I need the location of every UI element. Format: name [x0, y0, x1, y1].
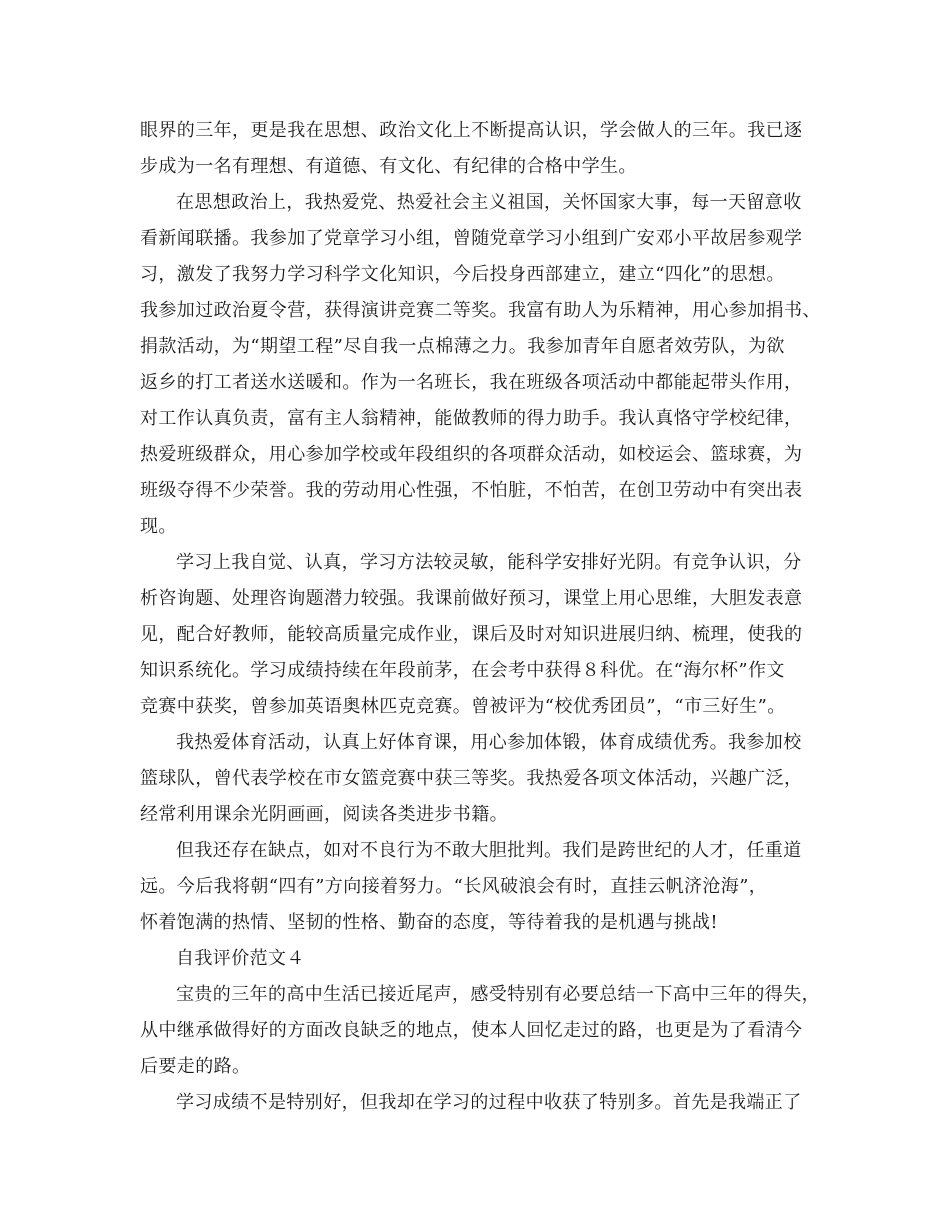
text-line: 竞赛中获奖，曾参加英语奥林匹克竞赛。曾被评为“校优秀团员”，“市三好生”。: [140, 696, 786, 717]
text-line: 捐款活动，为“期望工程”尽自我一点棉薄之力。我参加青年自愿者效劳队，为欲: [140, 336, 785, 357]
text-line: 篮球队，曾代表学校在市女篮竞赛中获三等奖。我热爱各项文体活动，兴趣广泛，: [140, 768, 803, 789]
text-line: 在思想政治上，我热爱党、热爱社会主义祖国，关怀国家大事，每一天留意收: [176, 192, 802, 213]
text-line: 班级夺得不少荣誉。我的劳动用心性强，不怕脏，不怕苦，在创卫劳动中有突出表: [140, 480, 803, 501]
text-line: 后要走的路。: [140, 1056, 251, 1077]
text-line: 见，配合好教师，能较高质量完成作业，课后及时对知识进展归纳、梳理，使我的: [140, 624, 803, 645]
text-line: 我热爱体育活动，认真上好体育课，用心参加体锻，体育成绩优秀。我参加校: [176, 732, 802, 753]
text-line: 知识系统化。学习成绩持续在年段前茅，在会考中获得８科优。在“海尔杯”作文: [140, 660, 785, 681]
text-line: 学习上我自觉、认真，学习方法较灵敏，能科学安排好光阴。有竞争认识，分: [176, 552, 802, 573]
text-line: 远。今后我将朝“四有”方向接着努力。“长风破浪会有时，直挂云帆济沧海”，: [140, 876, 768, 897]
text-line: 看新闻联播。我参加了党章学习小组，曾随党章学习小组到广安邓小平故居参观学: [140, 228, 803, 249]
text-line: 返乡的打工者送水送暖和。作为一名班长，我在班级各项活动中都能起带头作用，: [140, 372, 803, 393]
text-line: 经常利用课余光阴画画，阅读各类进步书籍。: [140, 804, 508, 825]
text-line: 对工作认真负责，富有主人翁精神，能做教师的得力助手。我认真恪守学校纪律，: [140, 408, 803, 429]
text-line: 从中继承做得好的方面改良缺乏的地点，使本人回忆走过的路，也更是为了看清今: [140, 1020, 803, 1041]
section-heading: 自我评价范文４: [176, 948, 305, 969]
text-line: 眼界的三年，更是我在思想、政治文化上不断提高认识，学会做人的三年。我已逐: [140, 120, 803, 141]
text-line: 习，激发了我努力学习科学文化知识，今后投身西部建立，建立“四化”的思想。: [140, 264, 785, 285]
text-line: 但我还存在缺点，如对不良行为不敢大胆批判。我们是跨世纪的人才，任重道: [176, 840, 802, 861]
text-line: 步成为一名有理想、有道德、有文化、有纪律的合格中学生。: [140, 156, 637, 177]
text-line: 怀着饱满的热情、坚韧的性格、勤奋的态度，等待着我的是机遇与挑战!: [140, 912, 719, 933]
text-line: 析咨询题、处理咨询题潜力较强。我课前做好预习，课堂上用心思维，大胆发表意: [140, 588, 803, 609]
text-line: 现。: [140, 516, 177, 537]
text-line: 学习成绩不是特别好，但我却在学习的过程中收获了特别多。首先是我端正了: [176, 1092, 802, 1113]
text-line: 我参加过政治夏令营，获得演讲竞赛二等奖。我富有助人为乐精神，用心参加捐书、: [140, 300, 821, 321]
text-line: 热爱班级群众，用心参加学校或年段组织的各项群众活动，如校运会、篮球赛，为: [140, 444, 803, 465]
text-line: 宝贵的三年的高中生活已接近尾声，感受特别有必要总结一下高中三年的得失，: [176, 984, 820, 1005]
